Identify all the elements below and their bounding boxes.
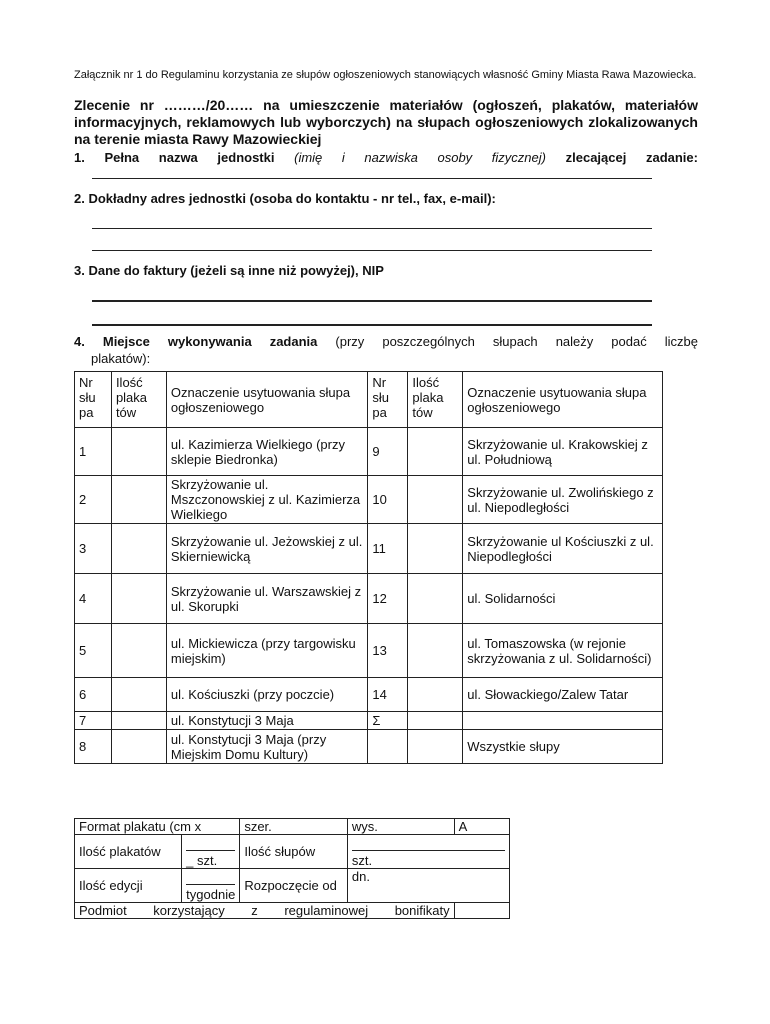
- poster-count-cell[interactable]: [111, 524, 166, 574]
- pole-location: ul. Kazimierza Wielkiego (przy sklepie Biedronka): [166, 428, 368, 476]
- table-row: [75, 712, 663, 730]
- attachment-note: Załącznik nr 1 do Regulaminu korzystania ze słupów ogłoszeniowych stanowiących własność Gminy Miasta Rawa Mazowiecka.: [74, 69, 697, 81]
- poster-count-cell[interactable]: [111, 730, 166, 764]
- editions-field[interactable]: [182, 869, 240, 903]
- header-location-left: Oznaczenie usytuowania słupa ogłoszeniowego: [166, 372, 368, 428]
- pole-location: Skrzyżowanie ul. Mszczonowskiej z ul. Kazimierza Wielkiego: [166, 476, 368, 524]
- poster-count-cell[interactable]: [111, 574, 166, 624]
- section-4-label: 4. Miejsce wykonywania zadania: [74, 334, 318, 349]
- pole-location: ul. Solidarności: [463, 574, 663, 624]
- pole-number: 12: [368, 574, 408, 624]
- pole-location: ul. Mickiewicza (przy targowisku miejskim): [166, 624, 368, 678]
- table-row: [75, 730, 663, 764]
- pole-number: 13: [368, 624, 408, 678]
- poster-count-cell[interactable]: [111, 678, 166, 712]
- pole-number: 5: [75, 624, 112, 678]
- section-2-fill-line-2[interactable]: [92, 250, 652, 251]
- poster-locations-table: [74, 371, 663, 764]
- pole-number: 3: [75, 524, 112, 574]
- pole-location: Skrzyżowanie ul. Krakowskiej z ul. Południową: [463, 428, 663, 476]
- pole-number: 9: [368, 428, 408, 476]
- width-field[interactable]: [240, 819, 348, 835]
- editions-label: Ilość edycji: [75, 869, 182, 903]
- poster-count-total-cell[interactable]: [408, 712, 463, 730]
- pole-number: [368, 730, 408, 764]
- poster-count-cell[interactable]: [111, 476, 166, 524]
- poster-count-cell[interactable]: [111, 712, 166, 730]
- table-row: [75, 524, 663, 574]
- section-1-hint: (imię i nazwiska osoby fizycznej): [294, 150, 546, 165]
- pole-number: 11: [368, 524, 408, 574]
- section-2-fill-line-1[interactable]: [92, 228, 652, 229]
- pole-location: Skrzyżowanie ul Kościuszki z ul. Niepodległości: [463, 524, 663, 574]
- poster-count-cell[interactable]: [408, 730, 463, 764]
- pole-number: 6: [75, 678, 112, 712]
- pole-location: Skrzyżowanie ul. Warszawskiej z ul. Skorupki: [166, 574, 368, 624]
- poles-count-unit: szt.: [351, 853, 373, 868]
- table-row: [75, 678, 663, 712]
- pole-location: ul. Konstytucji 3 Maja: [166, 712, 368, 730]
- header-location-right: Oznaczenie usytuowania słupa ogłoszeniowego: [463, 372, 663, 428]
- poster-count-cell[interactable]: [408, 574, 463, 624]
- poster-count-cell[interactable]: [408, 678, 463, 712]
- pole-number: 8: [75, 730, 112, 764]
- header-nr-right: Nr słu pa: [368, 372, 408, 428]
- poster-count-cell[interactable]: [408, 624, 463, 678]
- section-1-heading: [74, 149, 698, 166]
- pole-location: ul. Słowackiego/Zalew Tatar: [463, 678, 663, 712]
- discount-field[interactable]: [454, 903, 509, 919]
- posters-count-unit: _ szt.: [186, 853, 218, 868]
- discount-label: Podmiot korzystający z regulaminowej bonifikaty: [75, 903, 455, 919]
- pole-location: ul. Konstytucji 3 Maja (przy Miejskim Domu Kultury): [166, 730, 368, 764]
- poster-count-cell[interactable]: [408, 428, 463, 476]
- height-field[interactable]: [347, 819, 454, 835]
- sum-symbol: Σ: [368, 712, 408, 730]
- section-3-fill-line-1[interactable]: [92, 300, 652, 302]
- pole-location: [463, 712, 663, 730]
- section-2-heading: 2. Dokładny adres jednostki (osoba do kontaktu - nr tel., fax, e-mail):: [74, 191, 496, 206]
- order-title: Zlecenie nr ………/20…… na umieszczenie materiałów (ogłoszeń, plakatów, materiałów informacyjnych, reklamowych lub wyborczych) na słupach ogłoszeniowych zlokalizowanych na terenie miasta Rawy Mazowieckiej: [74, 97, 698, 147]
- start-date-unit: dn.: [351, 869, 370, 884]
- section-4-heading: [74, 333, 698, 367]
- poster-count-cell[interactable]: [408, 524, 463, 574]
- table-row: [75, 476, 663, 524]
- start-date-label: Rozpoczęcie od: [240, 869, 348, 903]
- editions-unit: tygodnie: [186, 887, 236, 902]
- width-label: szer.: [244, 819, 272, 834]
- pole-number: 1: [75, 428, 112, 476]
- table-row: [75, 428, 663, 476]
- poles-count-label: Ilość słupów: [240, 835, 348, 869]
- poles-count-field[interactable]: [347, 835, 509, 869]
- poster-count-cell[interactable]: [111, 624, 166, 678]
- header-quantity-right: Ilość plaka tów: [408, 372, 463, 428]
- pole-location: Wszystkie słupy: [463, 730, 663, 764]
- table-row: [75, 624, 663, 678]
- start-date-field[interactable]: [347, 869, 509, 903]
- pole-number: 10: [368, 476, 408, 524]
- pole-location: Skrzyżowanie ul. Zwolińskiego z ul. Niepodległości: [463, 476, 663, 524]
- a-label: A: [458, 819, 468, 834]
- header-nr-left: Nr słu pa: [75, 372, 112, 428]
- pole-location: ul. Tomaszowska (w rejonie skrzyżowania z ul. Solidarności): [463, 624, 663, 678]
- a-format-field[interactable]: [454, 819, 509, 835]
- section-1-label: 1. Pełna nazwa jednostki: [74, 150, 275, 165]
- pole-number: 2: [75, 476, 112, 524]
- pole-number: 7: [75, 712, 112, 730]
- section-1-suffix: zlecającej zadanie:: [565, 150, 698, 165]
- pole-location: Skrzyżowanie ul. Jeżowskiej z ul. Skierniewicką: [166, 524, 368, 574]
- pole-number: 14: [368, 678, 408, 712]
- poster-count-cell[interactable]: [111, 428, 166, 476]
- table-row: [75, 574, 663, 624]
- section-4-hint-end: plakatów):: [91, 351, 151, 366]
- posters-count-label: Ilość plakatów: [75, 835, 182, 869]
- header-quantity-left: Ilość plaka tów: [111, 372, 166, 428]
- section-4-hint: (przy poszczególnych słupach należy podać liczbę: [335, 334, 698, 349]
- poster-count-cell[interactable]: [408, 476, 463, 524]
- pole-number: 4: [75, 574, 112, 624]
- posters-count-field[interactable]: [182, 835, 240, 869]
- section-3-heading: 3. Dane do faktury (jeżeli są inne niż powyżej), NIP: [74, 263, 384, 278]
- section-3-fill-line-2[interactable]: [92, 324, 652, 326]
- pole-location: ul. Kościuszki (przy poczcie): [166, 678, 368, 712]
- format-label: Format plakatu (cm x: [75, 819, 240, 835]
- height-label: wys.: [351, 819, 378, 834]
- section-1-fill-line[interactable]: [92, 178, 652, 179]
- poster-format-table: [74, 818, 510, 919]
